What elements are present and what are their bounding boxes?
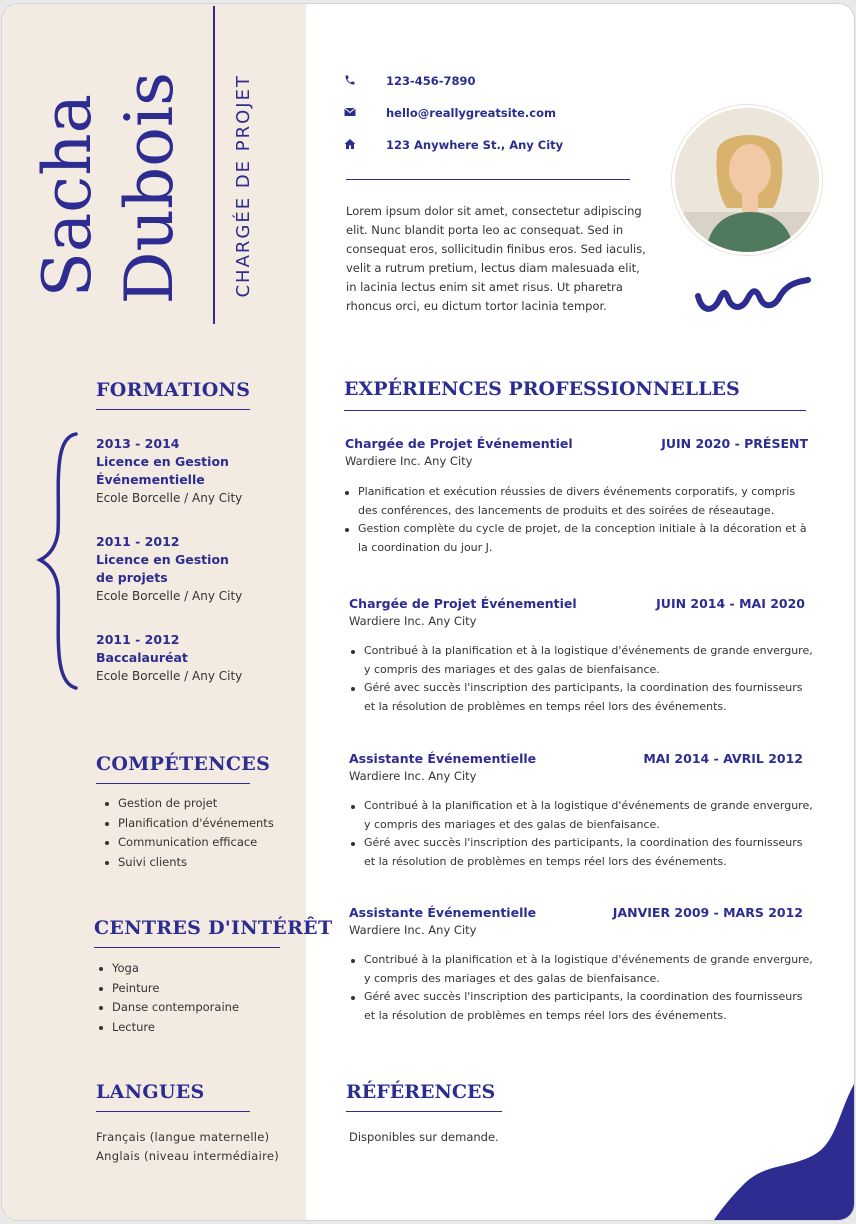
contact-rule <box>346 179 630 180</box>
job-title-text: Chargée de Projet Événementiel <box>345 436 573 451</box>
competences-heading: COMPÉTENCES <box>96 753 271 775</box>
list-item: Planification et exécution réussies de divers événements corporatifs, y compris des conférences, des lancements de produits et des soirées de réseautage. <box>342 483 810 520</box>
education-school: Ecole Borcelle / Any City <box>96 491 243 505</box>
experiences-rule <box>344 410 806 411</box>
phone-text: 123-456-7890 <box>386 74 476 88</box>
list-item: Gestion de projet <box>98 794 274 814</box>
job-date: JANVIER 2009 - MARS 2012 <box>612 905 803 920</box>
references-text: Disponibles sur demande. <box>349 1130 499 1144</box>
formations-heading: FORMATIONS <box>96 379 251 401</box>
address-text: 123 Anywhere St., Any City <box>386 138 564 152</box>
list-item: Suivi clients <box>98 853 274 873</box>
langues-heading: LANGUES <box>96 1081 205 1103</box>
list-item: Gestion complète du cycle de projet, de la conception initiale à la décoration et à la coordination du jour J. <box>342 520 810 557</box>
education-year: 2013 - 2014 <box>96 436 180 451</box>
list-item: Danse contemporaine <box>92 998 239 1018</box>
resume-page <box>2 4 854 1220</box>
education-degree: Licence en Gestion Événementielle <box>96 454 229 487</box>
langues-list <box>96 1128 279 1166</box>
list-item: Contribué à la planification et à la logistique d'événements de grande envergure, y compris des mariages et des galas de bienfaisance. <box>348 951 814 988</box>
phone-icon <box>344 74 364 89</box>
email-link[interactable]: hello@reallygreatsite.com <box>386 106 556 120</box>
curly-brace-icon <box>36 432 80 692</box>
list-item: Géré avec succès l'inscription des participants, la coordination des fournisseurs et la résolution de problèmes en temps réel lors des événements. <box>348 988 814 1025</box>
job-company: Wardiere Inc. Any City <box>345 454 473 468</box>
job-date: JUIN 2020 - PRÉSENT <box>661 436 808 451</box>
language-item: Anglais (niveau intermédiaire) <box>96 1149 280 1163</box>
education-school: Ecole Borcelle / Any City <box>96 669 243 683</box>
education-year: 2011 - 2012 <box>96 534 180 549</box>
competences-list <box>98 794 274 872</box>
interets-rule <box>94 947 280 948</box>
interets-list <box>92 959 239 1037</box>
last-name: Dubois <box>111 72 188 305</box>
job-bullets <box>342 483 810 557</box>
education-degree: Licence en Gestion de projets <box>96 552 229 585</box>
list-item: Communication efficace <box>98 833 274 853</box>
list-item: Yoga <box>92 959 239 979</box>
list-item: Contribué à la planification et à la logistique d'événements de grande envergure, y compris des mariages et des galas de bienfaisance. <box>348 642 814 679</box>
formations-rule <box>96 409 250 410</box>
squiggle-decoration-icon <box>694 276 812 316</box>
person-silhouette-icon <box>675 108 822 255</box>
references-rule <box>346 1111 502 1112</box>
job-company: Wardiere Inc. Any City <box>349 614 477 628</box>
list-item: Géré avec succès l'inscription des participants, la coordination des fournisseurs et la résolution de problèmes en temps réel lors des événements. <box>348 834 814 871</box>
list-item: Peinture <box>92 979 239 999</box>
first-name: Sacha <box>29 94 106 298</box>
job-date: JUIN 2014 - MAI 2020 <box>656 596 805 611</box>
list-item: Contribué à la planification et à la logistique d'événements de grande envergure, y compris des mariages et des galas de bienfaisance. <box>348 797 814 834</box>
langues-rule <box>96 1111 250 1112</box>
education-item <box>96 435 296 507</box>
job-company: Wardiere Inc. Any City <box>349 923 477 937</box>
job-company: Wardiere Inc. Any City <box>349 769 477 783</box>
contact-address <box>344 136 563 154</box>
education-degree: Baccalauréat <box>96 650 188 665</box>
education-year: 2011 - 2012 <box>96 632 180 647</box>
competences-rule <box>96 783 250 784</box>
language-item: Français (langue maternelle) <box>96 1130 270 1144</box>
list-item: Planification d'événements <box>98 814 274 834</box>
corner-wave-decoration-icon <box>708 1084 854 1220</box>
references-heading: RÉFÉRENCES <box>346 1081 496 1103</box>
job-date: MAI 2014 - AVRIL 2012 <box>643 751 803 766</box>
list-item: Lecture <box>92 1018 239 1038</box>
job-bullets <box>348 797 814 871</box>
name-divider <box>213 6 215 324</box>
interets-heading: CENTRES D'INTÉRÊT <box>94 917 333 939</box>
envelope-icon <box>344 106 364 120</box>
job-title-text: Chargée de Projet Événementiel <box>349 596 577 611</box>
education-item <box>96 631 296 685</box>
experiences-heading: EXPÉRIENCES PROFESSIONNELLES <box>344 378 740 400</box>
job-bullets <box>348 951 814 1025</box>
home-icon <box>344 138 364 153</box>
job-title-text: Assistante Événementielle <box>349 905 537 920</box>
education-school: Ecole Borcelle / Any City <box>96 589 243 603</box>
job-bullets <box>348 642 814 716</box>
contact-email <box>344 104 556 122</box>
intro-paragraph: Lorem ipsum dolor sit amet, consectetur adipiscing elit. Nunc blandit porta leo ac consequat. Sed in consequat eros, sollicitudin finibus eros. Sed iaculis, velit a rutrum pretium, lectus diam malesuada elit, in lacinia lectus enim sit amet risus. Ut pharetra rhoncus orci, eu dictum tortor lacinia tempor. <box>346 204 646 313</box>
contact-phone <box>344 72 476 90</box>
job-title: CHARGÉE DE PROJET <box>233 74 254 298</box>
list-item: Géré avec succès l'inscription des participants, la coordination des fournisseurs et la résolution de problèmes en temps réel lors des événements. <box>348 679 814 716</box>
job-title-text: Assistante Événementielle <box>349 751 537 766</box>
education-item <box>96 533 296 605</box>
profile-photo <box>672 105 822 255</box>
